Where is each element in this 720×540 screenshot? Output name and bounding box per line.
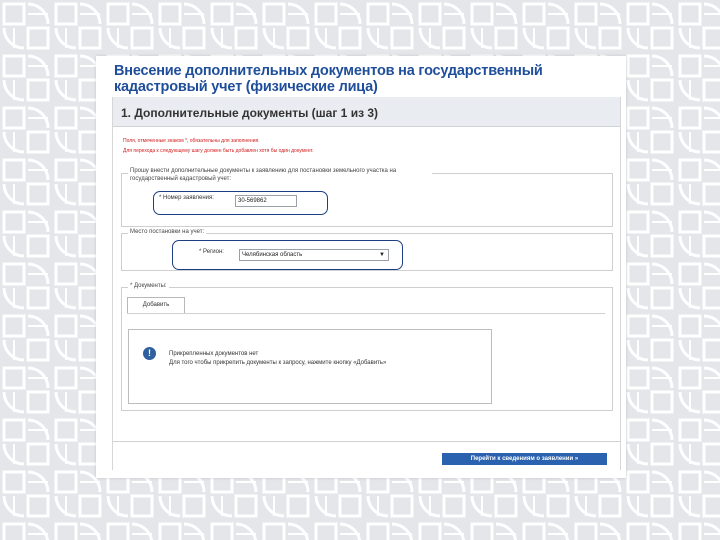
info-text: Для того чтобы прикрепить документы к запросу, нажмите кнопку «Добавить» xyxy=(169,360,387,366)
region-value: Челябинская область xyxy=(242,252,303,258)
step-title: 1. Дополнительные документы (шаг 1 из 3) xyxy=(121,106,379,120)
application-number-input[interactable]: 30-569862 xyxy=(235,195,297,207)
required-note-line1: Поля, отмеченные знаком *, обязательны для заполнения. xyxy=(123,138,260,144)
form-header xyxy=(113,97,620,127)
footer-divider xyxy=(113,441,620,442)
region-label: * Регион: xyxy=(199,249,224,255)
slide-title: Внесение дополнительных документов на государственный кадастровый учет (физические лица) xyxy=(114,63,543,95)
required-note-line2: Для перехода к следующему шагу должен быть добавлен хотя бы один документ. xyxy=(123,148,314,154)
next-step-button[interactable]: Перейти к сведениям о заявлении » xyxy=(442,453,607,465)
info-title: Прикрепленных документов нет xyxy=(169,351,259,357)
application-number-highlight xyxy=(153,191,328,215)
application-number-label: * Номер заявления: xyxy=(159,195,214,201)
slide xyxy=(96,56,626,478)
documents-legend: * Документы: xyxy=(130,283,167,289)
info-icon: ! xyxy=(143,347,156,360)
required-note xyxy=(123,136,523,156)
request-fieldset-legend: Прошу внести дополнительные документы к заявлению для постановки земельного участка на государственный кадастровый учет: xyxy=(128,167,432,183)
form-screenshot xyxy=(112,97,621,470)
dropdown-arrow-icon: ▼ xyxy=(379,252,385,258)
add-document-tab[interactable]: Добавить xyxy=(127,297,185,314)
documents-area xyxy=(128,329,492,404)
location-legend: Место постановки на учет: xyxy=(130,229,205,235)
tab-underline xyxy=(127,313,605,314)
region-highlight xyxy=(172,240,403,270)
